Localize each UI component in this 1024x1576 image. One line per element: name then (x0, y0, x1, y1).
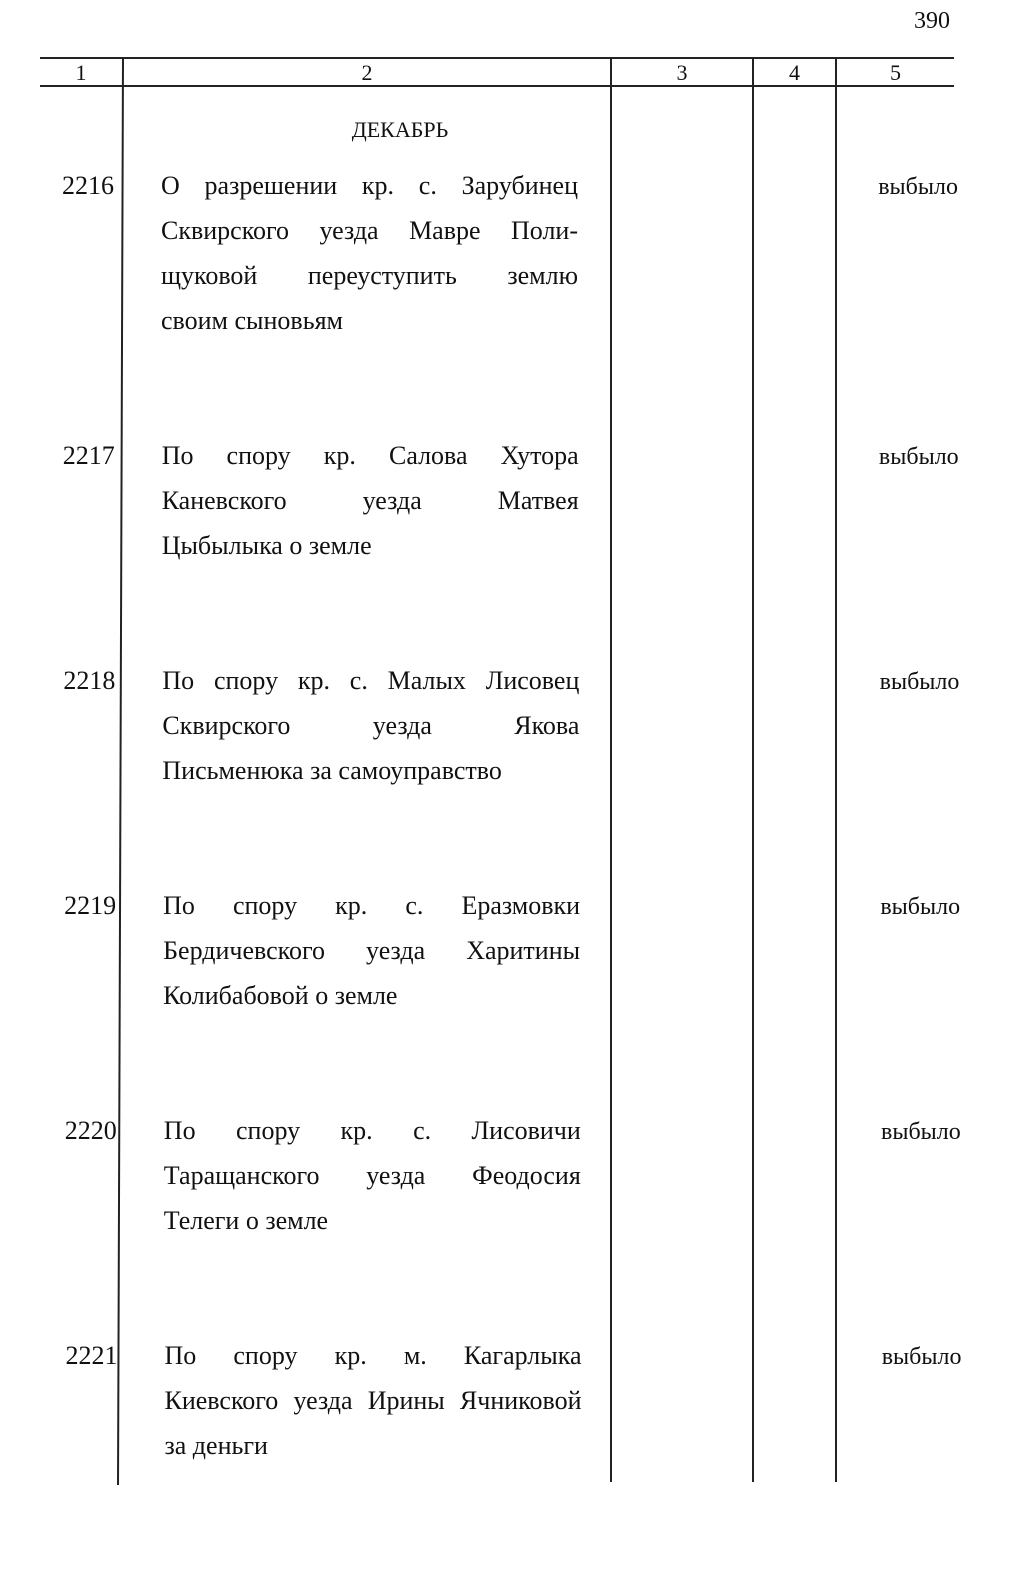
description-line: щуковой переуступить землю (161, 261, 578, 290)
description-line: за деньги (164, 1431, 268, 1460)
description-line: Сквирского уезда Мавре Поли- (161, 216, 578, 245)
description-line: Киевского уезда Ирины Ячниковой (164, 1386, 582, 1415)
entry-number: 2219 (64, 891, 117, 920)
entry-number: 2218 (63, 666, 116, 695)
description-line: Каневского уезда Матвея (161, 486, 579, 515)
column-divider (117, 57, 124, 1485)
entry-description (165, 1333, 582, 1468)
entry-status: выбыло (881, 1119, 961, 1145)
column-header-1: 1 (75, 60, 87, 85)
entry-description (161, 163, 578, 343)
column-divider (752, 57, 754, 1482)
description-line: О разрешении кр. с. Зарубинец (161, 171, 578, 200)
description-line: Письменюка за самоуправство (162, 756, 502, 785)
entry-number: 2216 (62, 171, 114, 200)
entry-description (164, 1108, 581, 1243)
description-line: Сквирского уезда Якова (162, 711, 580, 740)
entry-description (163, 883, 580, 1018)
entry-number: 2221 (65, 1341, 118, 1370)
description-line: По спору кр. Салова Хутора (161, 441, 579, 470)
description-line: Цыбылыка о земле (161, 531, 372, 560)
entry-description (162, 433, 579, 568)
column-divider (835, 57, 837, 1482)
table-top-rule (40, 57, 954, 59)
entry-number: 2220 (64, 1116, 117, 1145)
description-line: Таращанского уезда Феодосия (163, 1161, 581, 1190)
column-header-2: 2 (361, 60, 373, 85)
description-line: своим сыновьям (161, 306, 343, 335)
description-line: Колибабовой о земле (163, 981, 398, 1010)
entry-status: выбыло (878, 444, 959, 470)
entry-status: выбыло (879, 669, 960, 695)
description-line: По спору кр. с. Лисовичи (163, 1116, 581, 1145)
description-line: Телеги о земле (163, 1206, 329, 1235)
entry-number: 2217 (62, 441, 115, 470)
entry-status: выбыло (880, 894, 961, 920)
entry-description (162, 658, 579, 793)
column-divider (610, 57, 612, 1482)
column-header-4: 4 (789, 60, 800, 85)
column-header-5: 5 (890, 60, 901, 85)
entry-status: выбыло (881, 1344, 962, 1370)
page-number: 390 (914, 8, 950, 34)
description-line: По спору кр. м. Кагарлыка (164, 1341, 582, 1370)
description-line: По спору кр. с. Еразмовки (163, 891, 581, 920)
description-line: Бердичевского уезда Харитины (163, 936, 581, 965)
description-line: По спору кр. с. Малых Лисовец (162, 666, 580, 695)
entry-status: выбыло (878, 174, 958, 200)
column-header-3: 3 (676, 60, 688, 85)
section-title: ДЕКАБРЬ (351, 117, 449, 142)
